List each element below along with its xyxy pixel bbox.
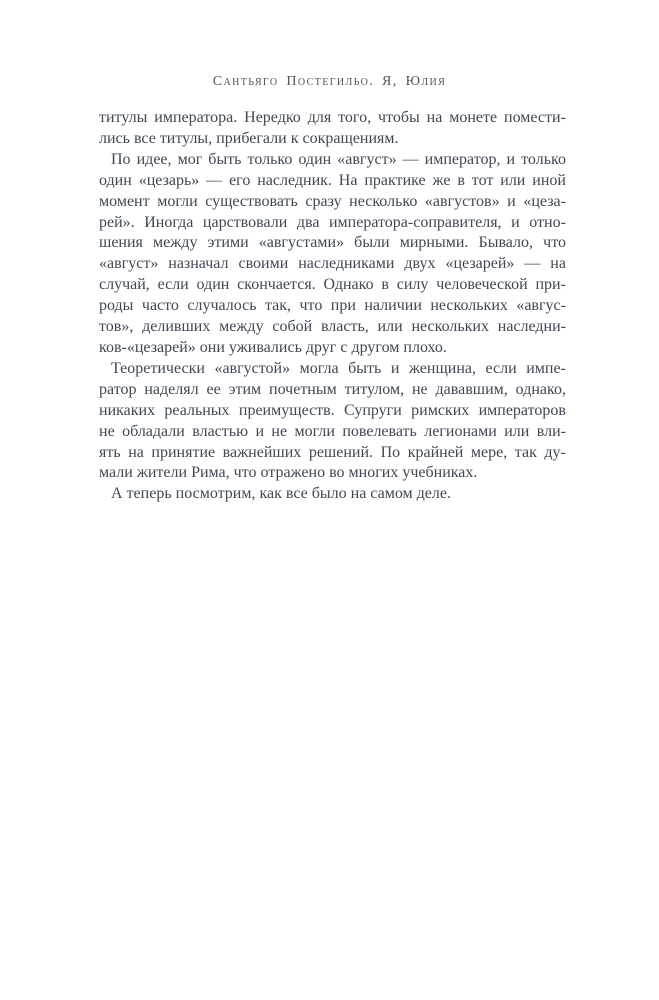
word: или — [504, 422, 530, 440]
word: нескольких — [430, 297, 508, 315]
word: и — [390, 359, 400, 377]
word: А — [111, 485, 123, 503]
word: несколько — [349, 192, 418, 210]
word: момент — [99, 192, 150, 210]
word: все — [133, 129, 156, 147]
word: отно- — [529, 213, 566, 231]
text-line — [99, 443, 566, 464]
word: обладали — [122, 422, 185, 440]
text-line — [99, 422, 566, 443]
word: не — [411, 380, 428, 398]
word: на — [426, 109, 443, 126]
word: назначал — [168, 255, 229, 273]
word: ее — [206, 380, 221, 398]
word: между — [153, 234, 198, 252]
word: для — [307, 109, 332, 126]
word: Супруги — [344, 401, 402, 419]
word: один — [99, 171, 132, 189]
word: если — [485, 359, 517, 377]
word: между — [219, 318, 264, 336]
text-line — [99, 484, 566, 505]
word: существовать — [205, 192, 298, 210]
word: «августов» — [424, 192, 500, 210]
text-line — [99, 254, 566, 275]
text-line — [99, 401, 566, 422]
word: По — [111, 150, 131, 168]
word: на — [128, 443, 144, 461]
word: импе- — [526, 359, 566, 377]
word: титулы — [99, 109, 148, 126]
word: как — [259, 485, 282, 503]
word: учебниках. — [402, 464, 478, 482]
word: ду- — [544, 443, 566, 461]
word: того, — [338, 109, 372, 126]
word: По — [380, 443, 401, 461]
word: — — [524, 255, 541, 273]
word: к — [290, 129, 299, 147]
word: случалось — [187, 297, 257, 315]
text-line — [99, 150, 566, 171]
word: римских — [411, 401, 470, 419]
text-line — [99, 129, 566, 150]
word: однако, — [515, 380, 566, 398]
word: Теоретически — [111, 359, 205, 377]
word: друг — [305, 338, 337, 356]
word: реальных — [164, 401, 230, 419]
word: могли — [157, 192, 198, 210]
word: преимуществ. — [238, 401, 335, 419]
word: один — [196, 276, 230, 294]
word: роды — [99, 297, 134, 315]
word: власть, — [320, 318, 369, 336]
word: лись — [99, 129, 130, 147]
text-line — [99, 213, 566, 234]
word: властью — [192, 422, 249, 440]
word: и — [506, 150, 516, 168]
word: мог — [177, 150, 203, 168]
word: «авгус- — [516, 297, 566, 315]
word: отражено — [260, 464, 326, 482]
word: они — [199, 338, 225, 356]
word: было — [311, 485, 347, 503]
text-line — [99, 380, 566, 401]
word: только — [521, 150, 566, 168]
word: два — [296, 213, 320, 231]
word: что — [299, 297, 323, 315]
word: что — [233, 464, 257, 482]
word: и — [255, 422, 264, 440]
word: в — [457, 171, 465, 189]
word: наследни- — [497, 318, 566, 336]
word: сразу — [305, 192, 342, 210]
word: «цеза- — [523, 192, 566, 210]
word: двух — [404, 255, 436, 273]
text-line — [99, 359, 566, 380]
word: во — [329, 464, 345, 482]
word: «августой» — [214, 359, 291, 377]
word: деле. — [416, 485, 451, 503]
text-line — [99, 171, 566, 192]
word: вли- — [536, 422, 566, 440]
word: Иногда — [144, 213, 194, 231]
word: практике — [364, 171, 426, 189]
word: никаких — [99, 401, 156, 419]
word: плохо. — [403, 338, 447, 356]
word: почетным — [269, 380, 337, 398]
word: были — [354, 234, 390, 252]
word: мере, — [470, 443, 508, 461]
word: повелевать — [342, 422, 417, 440]
word: прибегали — [216, 129, 287, 147]
word: крайней — [407, 443, 464, 461]
word: этими — [207, 234, 249, 252]
word: принятие — [151, 443, 216, 461]
word: императоров — [478, 401, 566, 419]
word: сокращениям. — [302, 129, 399, 147]
word: при- — [535, 276, 566, 294]
word: с — [340, 338, 348, 356]
word: на — [350, 485, 367, 503]
word: титулы, — [159, 129, 213, 147]
word: и — [507, 192, 516, 210]
word: Рима, — [191, 464, 230, 482]
word: посмотрим, — [175, 485, 256, 503]
word: Нередко — [244, 109, 301, 126]
word: ратор — [99, 380, 137, 398]
word: важнейших — [222, 443, 302, 461]
word: помести- — [504, 109, 566, 126]
word: императора. — [154, 109, 238, 126]
word: мирными. — [399, 234, 469, 252]
word: так — [514, 443, 537, 461]
word: наличии — [364, 297, 422, 315]
text-line — [99, 296, 566, 317]
word: или — [500, 171, 526, 189]
word: дававшим, — [435, 380, 508, 398]
word: монете — [449, 109, 498, 126]
text-line — [99, 338, 566, 359]
word: в — [381, 276, 389, 294]
text-line — [99, 192, 566, 213]
word: Бывало, — [478, 234, 534, 252]
word: ков-«цезарей» — [99, 338, 196, 356]
word: собой — [272, 318, 313, 336]
word: при — [330, 297, 356, 315]
word: чтобы — [378, 109, 420, 126]
word: тов», — [99, 318, 134, 336]
word: человеческой — [436, 276, 528, 294]
word: Однако — [323, 276, 374, 294]
word: силу — [396, 276, 429, 294]
word: случай, — [99, 276, 150, 294]
word: только — [247, 150, 293, 168]
word: на — [550, 255, 566, 273]
word: так, — [264, 297, 292, 315]
word: могла — [299, 359, 339, 377]
text-line — [99, 108, 566, 129]
word: идее, — [136, 150, 172, 168]
word: «августами» — [258, 234, 345, 252]
word: деливших — [142, 318, 211, 336]
word: тот — [471, 171, 494, 189]
word: самом — [370, 485, 413, 503]
word: скончается. — [237, 276, 316, 294]
word: нескольких — [411, 318, 489, 336]
word: его — [229, 171, 251, 189]
word: теперь — [126, 485, 172, 503]
word: ять — [99, 443, 121, 461]
word: что — [543, 234, 566, 252]
word: все — [285, 485, 308, 503]
word: наследник. — [257, 171, 332, 189]
word: же — [432, 171, 451, 189]
word: часто — [141, 297, 179, 315]
word: — — [402, 150, 419, 168]
text-block — [99, 108, 566, 505]
running-header: Сантьяго Постегильо. Я, Юлия — [212, 74, 447, 89]
word: император, — [424, 150, 501, 168]
word: женщина, — [408, 359, 477, 377]
word: могли — [294, 422, 335, 440]
word: наделял — [144, 380, 199, 398]
word: жители — [136, 464, 188, 482]
word: — — [206, 171, 223, 189]
word: шения — [99, 234, 143, 252]
word: не — [99, 422, 115, 440]
word: или — [377, 318, 403, 336]
word: быть — [348, 359, 382, 377]
word: легионами — [424, 422, 497, 440]
text-line — [99, 317, 566, 338]
word: быть — [208, 150, 242, 168]
text-line — [99, 275, 566, 296]
word: На — [338, 171, 358, 189]
word: этим — [228, 380, 262, 398]
word: уживались — [228, 338, 302, 356]
word: царствовали — [202, 213, 288, 231]
word: если — [157, 276, 189, 294]
word: «цезарей» — [445, 255, 515, 273]
word: своими — [238, 255, 289, 273]
word: «август» — [337, 150, 397, 168]
word: решений. — [308, 443, 374, 461]
word: наследниками — [298, 255, 395, 273]
word: «цезарь» — [138, 171, 200, 189]
word: титулом, — [344, 380, 405, 398]
word: один — [298, 150, 332, 168]
word: другом — [351, 338, 400, 356]
word: императора-соправителя, — [328, 213, 502, 231]
word: и — [511, 213, 520, 231]
text-line — [99, 463, 566, 484]
word: «август» — [99, 255, 159, 273]
word: не — [271, 422, 288, 440]
word: многих — [348, 464, 399, 482]
word: рей». — [99, 213, 135, 231]
text-line — [99, 233, 566, 254]
word: мали — [99, 464, 133, 482]
word: иной — [532, 171, 566, 189]
